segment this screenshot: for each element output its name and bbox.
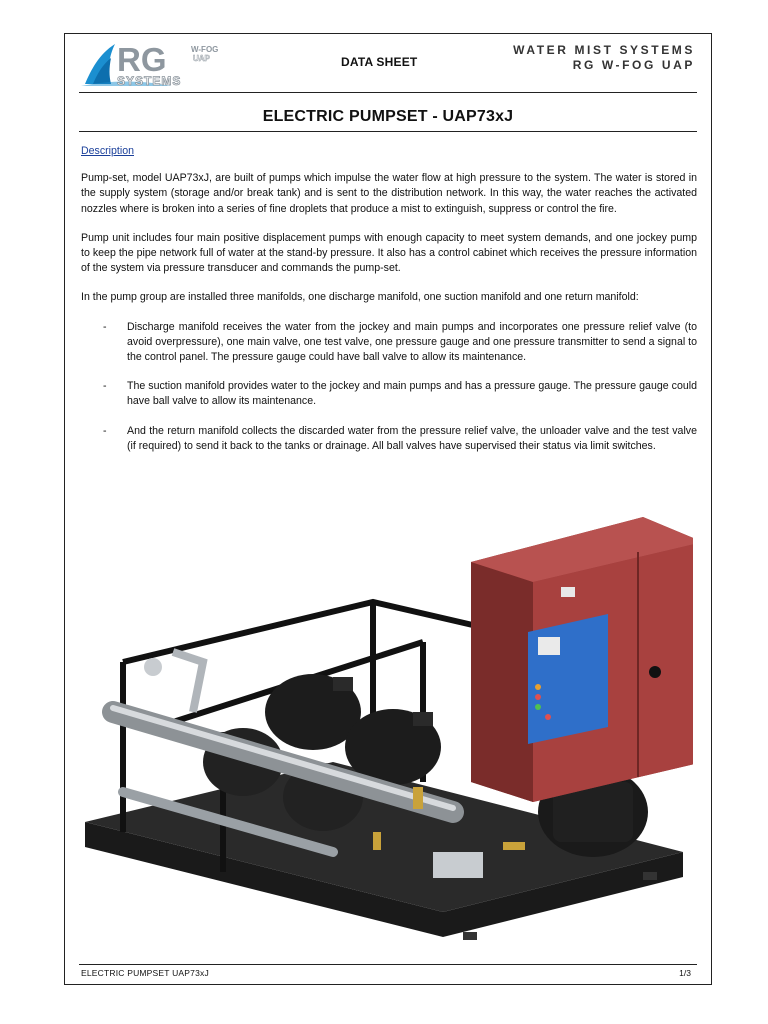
control-cabinet [471, 517, 693, 802]
list-item-text: The suction manifold provides water to the jockey and main pumps and has a pressure gauge. The pressure gauge could have ball valve to allow its maintenance. [127, 380, 697, 408]
description-heading-link[interactable]: Description [81, 145, 134, 157]
foot [643, 872, 657, 880]
bullet-marker: - [103, 424, 107, 437]
control-panel-face [528, 614, 608, 744]
brand-line-1: WATER MIST SYSTEMS [513, 43, 695, 57]
list-item-text: And the return manifold collects the discarded water from the pressure relief valve, the unloader valve and the test valve (if required) to send it back to the tanks or drainage. All ball valves have supervised their status via limit switches. [127, 424, 697, 452]
brand-block [513, 43, 695, 73]
list-item [81, 424, 697, 454]
rg-systems-logo [81, 40, 231, 88]
list-item [81, 379, 697, 409]
header [65, 34, 711, 92]
bullet-marker: - [103, 380, 107, 393]
page-title: ELECTRIC PUMPSET - UAP73xJ [262, 108, 514, 125]
doc-type-label: DATA SHEET [341, 55, 418, 69]
logo-main-text: RG [117, 41, 167, 78]
footer-title: ELECTRIC PUMPSET UAP73xJ [81, 968, 209, 978]
pumpset-illustration [83, 512, 693, 962]
logo-sub-text: SYSTEMS [117, 74, 182, 88]
cabinet-handle-icon [649, 666, 661, 678]
paragraph-1: Pump-set, model UAP73xJ, are built of pumps which impulse the water flow at high pressure to the system. The water is stored in the supply system (storage and/or break tank) and is sent to the distribution network. In this way, the water reaches the activated nozzles where is broken into a series of fine droplets that produce a mist to extinguish, suppress or control the fire. [81, 172, 697, 215]
title-divider [79, 131, 697, 132]
manifold-list [81, 320, 697, 454]
paragraph-3: In the pump group are installed three manifolds, one discharge manifold, one suction manifold and one return manifold: [81, 291, 639, 304]
logo-badge-bottom: UAP [193, 54, 210, 63]
header-divider [79, 92, 697, 93]
foot [463, 932, 477, 940]
logo-badge-top: W-FOG [191, 45, 219, 54]
jockey-pump-head [433, 852, 483, 878]
brand-line-2: RG W-FOG UAP [572, 58, 695, 72]
bullet-marker: - [103, 320, 107, 333]
description-section [81, 144, 697, 468]
page-number: 1/3 [679, 968, 691, 978]
list-item [81, 320, 697, 366]
paragraph-2: Pump unit includes four main positive displacement pumps with enough capacity to meet system demands, and one jockey pump to keep the pipe network full of water at the stand-by pressure. It also has a control cabinet which receives the pressure information of the system via pressure transducer and commands the pump-set. [81, 231, 697, 275]
footer-divider [79, 964, 697, 965]
list-item-text: Discharge manifold receives the water from the jockey and main pumps and incorporates one pressure relief valve (to avoid overpressure), one main valve, one test valve, one pressure gauge and one pressure transmitter to send a signal to the control panel. The pressure gauge could have ball valve to allow its maintenance. [127, 320, 697, 364]
page-frame [64, 33, 712, 985]
